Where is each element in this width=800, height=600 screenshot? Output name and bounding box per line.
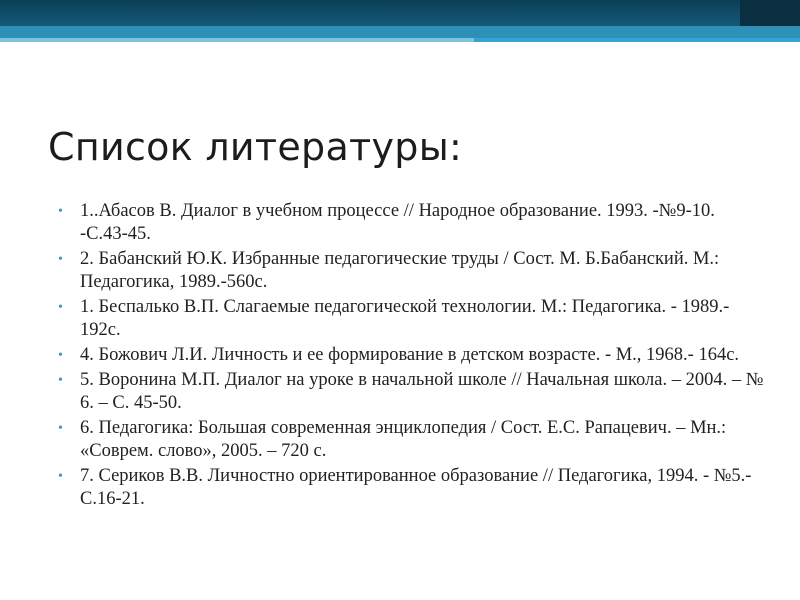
slide-title: Список литературы:	[48, 125, 463, 169]
bullet-icon: •	[58, 373, 63, 388]
reference-list	[56, 200, 766, 513]
reference-text: 1..Абасов В. Диалог в учебном процессе // Народное образование. 1993. -№9-10. -С.43-45.	[80, 201, 715, 244]
bullet-icon: •	[58, 300, 63, 315]
bullet-icon: •	[58, 421, 63, 436]
bullet-icon: •	[58, 252, 63, 267]
reference-item	[56, 296, 766, 342]
reference-item	[56, 200, 766, 246]
bullet-icon: •	[58, 469, 63, 484]
header-stripe	[0, 26, 800, 38]
header-band-corner	[740, 0, 800, 26]
header-band-gradient	[0, 0, 780, 26]
reference-text: 1. Беспалько В.П. Слагаемые педагогической технологии. М.: Педагогика. - 1989.- 192с.	[80, 297, 730, 340]
reference-item	[56, 248, 766, 294]
bullet-icon: •	[58, 204, 63, 219]
reference-item	[56, 465, 766, 511]
reference-text: 7. Сериков В.В. Личностно ориентированное образование // Педагогика, 1994. - №5.-С.16-21.	[80, 466, 752, 509]
reference-text: 2. Бабанский Ю.К. Избранные педагогические труды / Сост. М. Б.Бабанский. М.: Педагогика, 1989.-560с.	[80, 249, 720, 292]
reference-item	[56, 417, 766, 463]
reference-text: 5. Воронина М.П. Диалог на уроке в начальной школе // Начальная школа. – 2004. – № 6. – С. 45-50.	[80, 370, 764, 413]
header-accent-line-right	[474, 38, 800, 42]
reference-item	[56, 344, 766, 367]
reference-text: 6. Педагогика: Большая современная энциклопедия / Сост. Е.С. Рапацевич. – Мн.: «Соврем. слово», 2005. – 720 с.	[80, 418, 727, 461]
reference-item	[56, 369, 766, 415]
reference-text: 4. Божович Л.И. Личность и ее формирование в детском возрасте. - М., 1968.- 164с.	[80, 345, 740, 365]
bullet-icon: •	[58, 348, 63, 363]
